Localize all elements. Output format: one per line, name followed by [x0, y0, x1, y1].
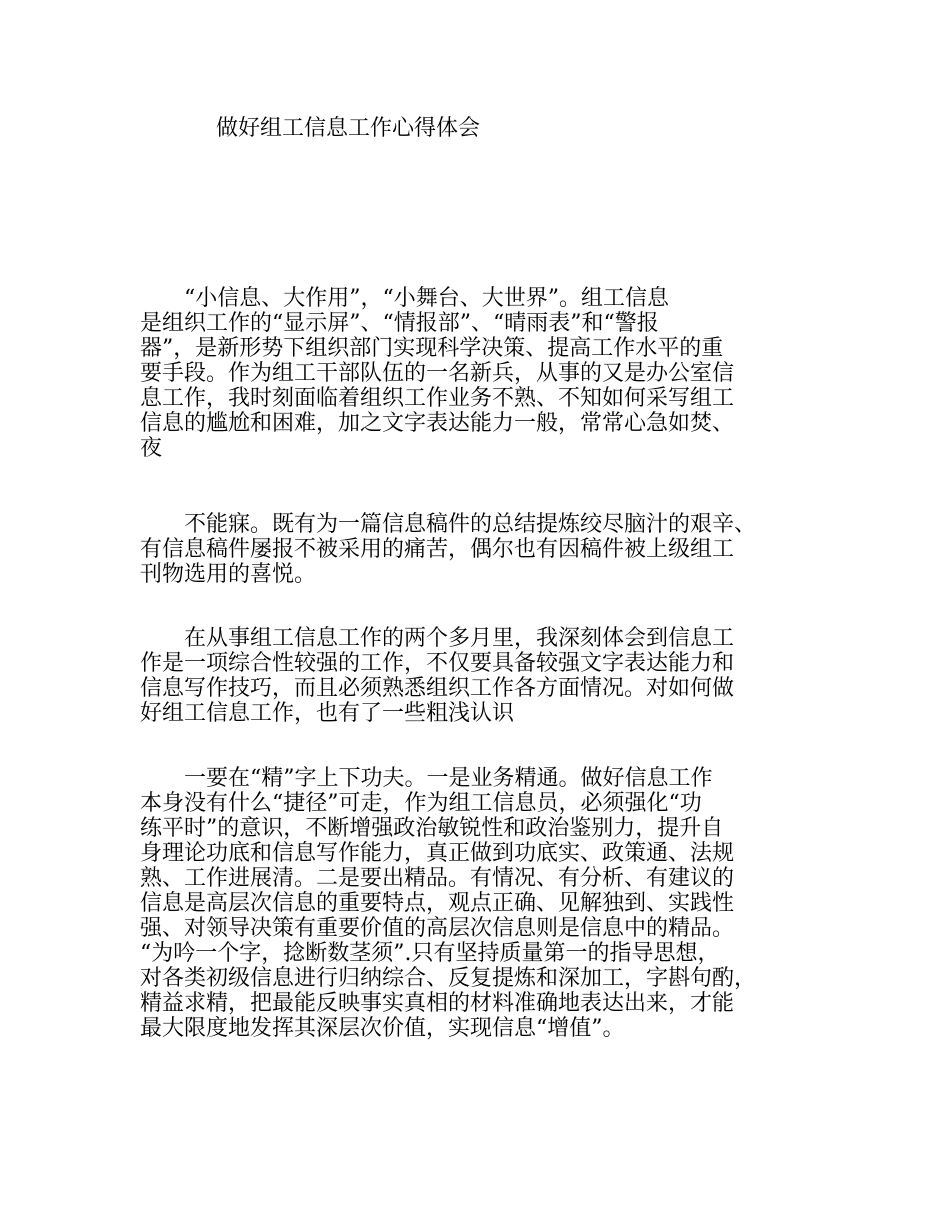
text-line: “为吟一个字，捻断数茎须”.只有坚持质量第一的指导思想，	[140, 941, 720, 966]
text-line: 对各类初级信息进行归纳综合、反复提炼和深加工，字斟句酌，	[140, 966, 757, 991]
text-line: 熟、工作进展清。二是要出精品。有情况、有分析、有建议的	[140, 866, 735, 891]
paragraph-1	[140, 286, 840, 461]
text-line: 器”，是新形势下组织部门实现科学决策、提高工作水平的重	[140, 336, 724, 361]
text-line: 好组工信息工作，也有了一些粗浅认识	[140, 701, 515, 726]
text-line: 要手段。作为组工干部队伍的一名新兵，从事的又是办公室信	[140, 361, 735, 386]
paragraph-2	[140, 512, 840, 587]
text-line: 有信息稿件屡报不被采用的痛苦，偶尔也有因稿件被上级组工	[140, 537, 735, 562]
text-line: 信息写作技巧，而且必须熟悉组织工作各方面情况。对如何做	[140, 676, 735, 701]
text-line: 作是一项综合性较强的工作，不仅要具备较强文字表达能力和	[140, 651, 735, 676]
text-line: 一要在“精”字上下功夫。一是业务精通。做好信息工作	[140, 766, 713, 791]
document-title: 做好组工信息工作心得体会	[216, 116, 481, 141]
paragraph-3	[140, 626, 840, 726]
text-line: 信息是高层次信息的重要特点，观点正确、见解独到、实践性	[140, 891, 735, 916]
paragraph-4	[140, 766, 840, 1041]
text-line: 在从事组工信息工作的两个多月里，我深刻体会到信息工	[140, 626, 735, 651]
text-line: 身理论功底和信息写作能力，真正做到功底实、政策通、法规	[140, 841, 735, 866]
text-line: 精益求精，把最能反映事实真相的材料准确地表达出来，才能	[140, 991, 735, 1016]
text-line: 不能寐。既有为一篇信息稿件的总结提炼绞尽脑汁的艰辛、	[140, 512, 757, 537]
text-line: 练平时”的意识，不断增强政治敏锐性和政治鉴别力，提升自	[140, 816, 724, 841]
text-line: 最大限度地发挥其深层次价值，实现信息“增值”。	[140, 1016, 625, 1041]
text-line: 本身没有什么“捷径”可走，作为组工信息员，必须强化“功	[140, 791, 702, 816]
text-line: 信息的尴尬和困难，加之文字表达能力一般，常常心急如焚、	[140, 411, 735, 436]
text-line: 刊物选用的喜悦。	[140, 562, 317, 587]
text-line: 夜	[140, 436, 163, 461]
text-line: 息工作，我时刻面临着组织工作业务不熟、不知如何采写组工	[140, 386, 735, 411]
text-line: 强、对领导决策有重要价值的高层次信息则是信息中的精品。	[140, 916, 735, 941]
text-line: “小信息、大作用”，“小舞台、大世界”。组工信息	[140, 286, 669, 311]
text-line: 是组织工作的“显示屏”、“情报部”、“晴雨表”和“警报	[140, 311, 659, 336]
